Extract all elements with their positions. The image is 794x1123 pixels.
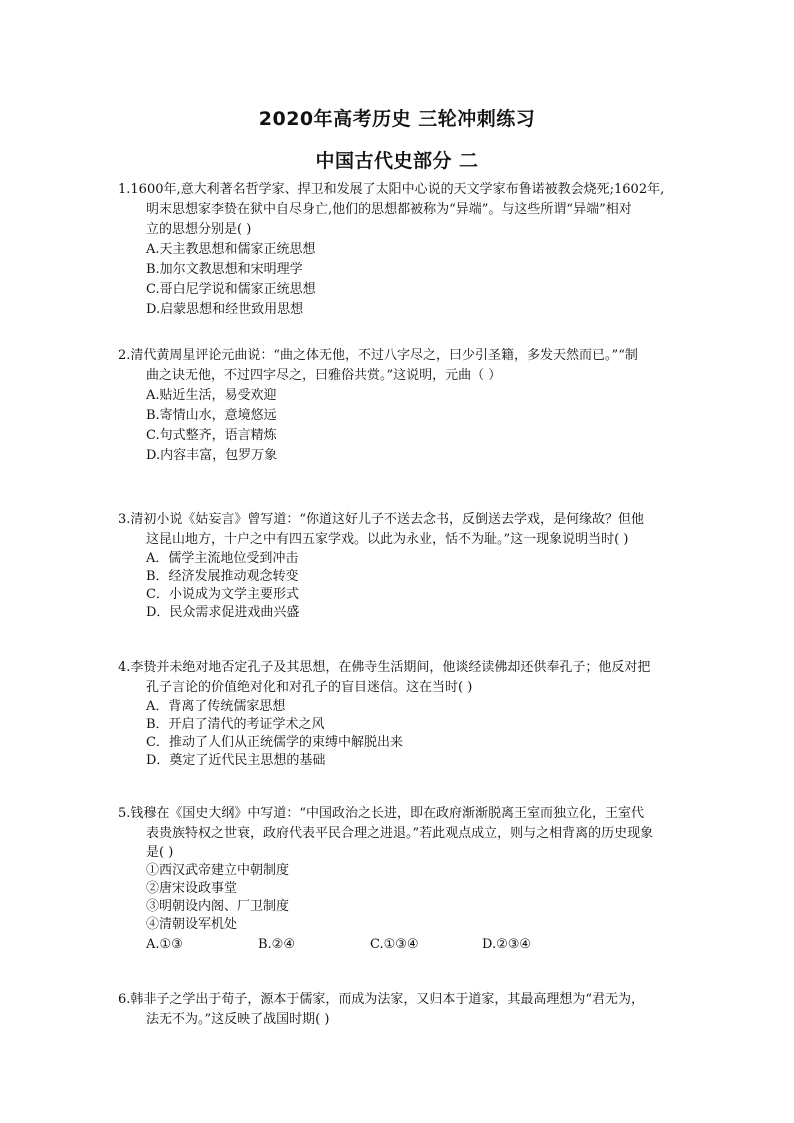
question-4-option-a[interactable]: A．背离了传统儒家思想 <box>146 699 286 714</box>
question-5-line-1: 5.钱穆在《国史大纲》中写道：“中国政治之长进，即在政府渐渐脱离王室而独立化，王室代 <box>118 806 645 821</box>
question-1-line-1: 1.1600年,意大利著名哲学家、捍卫和发展了太阳中心说的天文学家布鲁诺被教会烧死;1602年, <box>118 182 665 197</box>
question-5-choice-a[interactable]: A.①③ <box>146 937 183 952</box>
question-5-statement-2: ②唐宋设政事堂 <box>146 881 238 896</box>
question-4-line-1: 4.李贽并未绝对地否定孔子及其思想，在佛寺生活期间，他谈经读佛却还供奉孔子；他反对把 <box>118 660 651 675</box>
page-title: 2020年高考历史 三轮冲刺练习 <box>258 108 536 130</box>
question-5-statement-4: ④清朝设军机处 <box>146 917 238 932</box>
page-subtitle: 中国古代史部分 二 <box>315 150 479 172</box>
question-4-line-2: 孔子言论的价值绝对化和对孔子的盲目迷信。这在当时( ) <box>146 680 473 695</box>
question-2-option-c[interactable]: C.句式整齐，语言精炼 <box>146 428 277 443</box>
question-1 <box>118 180 708 320</box>
question-4 <box>118 658 708 770</box>
question-5-statement-3: ③明朝设内阁、厂卫制度 <box>146 899 290 914</box>
question-5 <box>118 804 708 956</box>
question-6-line-1: 6.韩非子之学出于荀子，源本于儒家，而成为法家，又归本于道家，其最高理想为“君无为， <box>118 992 645 1007</box>
question-5-choice-c[interactable]: C.①③④ <box>370 937 419 952</box>
question-6-line-2: 法无不为。”这反映了战国时期( ) <box>146 1012 330 1027</box>
question-2-line-2: 曲之诀无他，不过四字尽之，曰雅俗共赏。”这说明，元曲（ ） <box>146 368 502 383</box>
question-2-option-b[interactable]: B.寄情山水，意境悠远 <box>146 408 277 423</box>
question-3-option-d[interactable]: D．民众需求促进戏曲兴盛 <box>146 605 300 620</box>
question-1-line-2: 明末思想家李贽在狱中自尽身亡,他们的思想都被称为“异端”。与这些所谓“异端”相对 <box>146 202 632 217</box>
question-1-option-c[interactable]: C.哥白尼学说和儒家正统思想 <box>146 282 316 297</box>
question-6 <box>118 990 708 1030</box>
question-5-statement-1: ①西汉武帝建立中朝制度 <box>146 863 290 878</box>
question-1-line-3: 立的思想分别是( ) <box>146 222 252 237</box>
question-2-option-d[interactable]: D.内容丰富，包罗万象 <box>146 448 278 463</box>
question-2-line-1: 2.清代黄周星评论元曲说：“曲之体无他，不过八字尽之，曰少引圣籍，多发天然而已。”“制 <box>118 348 638 363</box>
question-3-line-2: 这昆山地方，十户之中有四五家学戏。以此为永业，恬不为耻。”这一现象说明当时( ) <box>146 532 629 547</box>
question-5-line-2: 表贵族特权之世衰，政府代表平民合理之进退。”若此观点成立，则与之相背离的历史现象 <box>146 826 654 841</box>
question-3-option-c[interactable]: C．小说成为文学主要形式 <box>146 587 299 602</box>
question-1-option-b[interactable]: B.加尔文教思想和宋明理学 <box>146 262 303 277</box>
question-5-choices <box>118 934 708 956</box>
question-2 <box>118 346 708 466</box>
question-5-choice-b[interactable]: B.②④ <box>258 937 295 952</box>
question-4-option-b[interactable]: B．开启了清代的考证学术之风 <box>146 717 325 732</box>
question-3 <box>118 510 708 622</box>
question-2-option-a[interactable]: A.贴近生活，易受欢迎 <box>146 388 277 403</box>
question-1-option-a[interactable]: A.天主教思想和儒家正统思想 <box>146 242 316 257</box>
question-5-line-3: 是( ) <box>146 845 174 860</box>
question-3-option-a[interactable]: A．儒学主流地位受到冲击 <box>146 551 299 566</box>
question-1-option-d[interactable]: D.启蒙思想和经世致用思想 <box>146 302 304 317</box>
question-3-option-b[interactable]: B．经济发展推动观念转变 <box>146 569 299 584</box>
question-5-choice-d[interactable]: D.②③④ <box>482 937 532 952</box>
question-3-line-1: 3.清初小说《姑妄言》曾写道：“你道这好儿子不送去念书，反倒送去学戏，是何缘故？但他 <box>118 512 645 527</box>
question-4-option-c[interactable]: C．推动了人们从正统儒学的束缚中解脱出来 <box>146 735 403 750</box>
question-4-option-d[interactable]: D．奠定了近代民主思想的基础 <box>146 753 326 768</box>
